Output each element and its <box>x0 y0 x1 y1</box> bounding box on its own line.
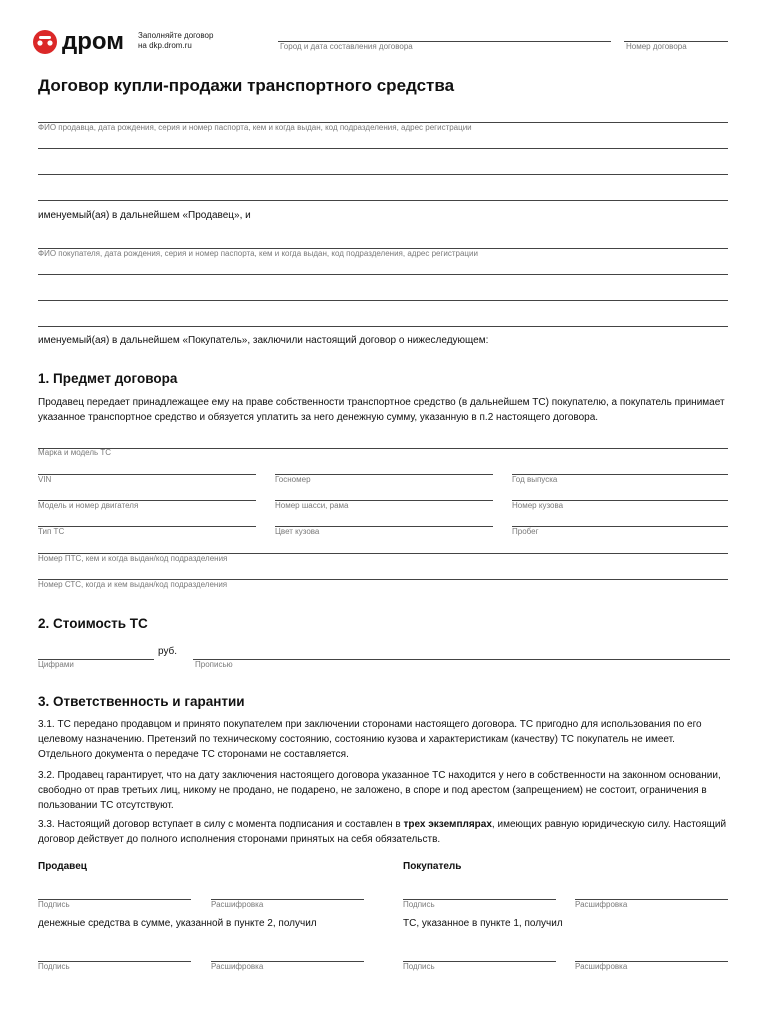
seller-info-caption: ФИО продавца, дата рождения, серия и номер паспорта, кем и когда выдан, код подразделения, адрес регистрации <box>38 123 472 132</box>
make-model-label: Марка и модель ТС <box>38 448 112 457</box>
pts-label: Номер ПТС, кем и когда выдан/код подразделения <box>38 554 228 563</box>
mileage-label: Пробег <box>512 527 539 536</box>
section3-paragraph-1: 3.1. ТС передано продавцом и принято покупателем при заключении сторонами настоящего договора. ТС пригодно для использования по его целевому назначению. Претензий по техническому состоянию, состоянию кузова и характеристикам (качеству) ТС покупатель не имеет. Отдельного документа о передаче ТС сторонами не составляется. <box>38 719 702 760</box>
color-label: Цвет кузова <box>275 527 320 536</box>
seller-signature-label-2: Подпись <box>38 962 70 971</box>
type-line[interactable] <box>38 526 256 527</box>
buyer-received-text: ТС, указанное в пункте 1, получил <box>403 918 563 929</box>
mileage-line[interactable] <box>512 526 728 527</box>
buyer-signature-title: Покупатель <box>403 861 462 872</box>
vin-label: VIN <box>38 475 52 484</box>
buyer-signature-label-1: Подпись <box>403 900 435 909</box>
buyer-info-line-3[interactable] <box>38 300 728 301</box>
section1-heading: 1. Предмет договора <box>38 371 178 386</box>
buyer-info-line-2[interactable] <box>38 274 728 275</box>
section2-heading: 2. Стоимость ТС <box>38 616 148 631</box>
buyer-signature-label-2: Подпись <box>403 962 435 971</box>
seller-signature-title: Продавец <box>38 861 87 872</box>
seller-named-text: именуемый(ая) в дальнейшем «Продавец», и <box>38 210 251 221</box>
city-date-label: Город и дата составления договора <box>280 42 413 51</box>
section3-p3-start: 3.3. Настоящий договор вступает в силу с момента подписания и составлен в <box>38 819 404 830</box>
fill-hint <box>138 31 213 51</box>
type-label: Тип ТС <box>38 527 65 536</box>
seller-received-text: денежные средства в сумме, указанной в пункте 2, получил <box>38 918 317 929</box>
section3-heading: 3. Ответственность и гарантии <box>38 694 245 709</box>
chassis-label: Номер шасси, рама <box>275 501 349 510</box>
buyer-transcript-label-2: Расшифровка <box>575 962 628 971</box>
section3-p3-end: , имеющих равную юридическую силу. Настоящий договор действует до полного исполнения сторонами принятых на себя обязательств. <box>38 819 727 845</box>
seller-info-line-2[interactable] <box>38 148 728 149</box>
drom-logo <box>32 26 132 58</box>
section3-paragraph-2: 3.2. Продавец гарантирует, что на дату заключения настоящего договора указанное ТС находится у него в собственности на законном основании, свободно от прав третьих лиц, никому не продано, не подарено, не заложено, в споре и под арестом (запрещением) не состоит, ограничения в пользовании ТС отсутствуют. <box>38 770 721 811</box>
vin-line[interactable] <box>38 474 256 475</box>
make-model-line[interactable] <box>38 448 728 449</box>
brand-name: дром <box>62 28 124 55</box>
buyer-info-line-4[interactable] <box>38 326 728 327</box>
fill-hint-line1: Заполняйте договор <box>138 31 214 40</box>
buyer-info-caption: ФИО покупателя, дата рождения, серия и номер паспорта, кем и когда выдан, код подразделения, адрес регистрации <box>38 249 478 258</box>
fill-hint-line2[interactable]: на dkp.drom.ru <box>138 41 192 50</box>
price-words-label: Прописью <box>195 660 233 669</box>
seller-transcript-label-2: Расшифровка <box>211 962 264 971</box>
engine-label: Модель и номер двигателя <box>38 501 139 510</box>
seller-info-line-4[interactable] <box>38 200 728 201</box>
section1-text: Продавец передает принадлежащее ему на праве собственности транспортное средство (в дальнейшем ТС) покупателю, а покупатель принимает указанное транспортное средство и обязуется уплатить за него денежную сумму, указанную в п.2 настоящего договора. <box>38 397 725 423</box>
seller-transcript-label-1: Расшифровка <box>211 900 264 909</box>
sts-label: Номер СТС, когда и кем выдан/код подразделения <box>38 580 228 589</box>
drom-logo-icon <box>32 29 58 55</box>
section3-paragraph-3 <box>38 817 730 847</box>
seller-info-line-3[interactable] <box>38 174 728 175</box>
seller-signature-label-1: Подпись <box>38 900 70 909</box>
body-number-label: Номер кузова <box>512 501 564 510</box>
buyer-named-text: именуемый(ая) в дальнейшем «Покупатель», заключили настоящий договор о нижеследующем: <box>38 335 489 346</box>
price-digits-label: Цифрами <box>38 660 74 669</box>
buyer-transcript-label-1: Расшифровка <box>575 900 628 909</box>
year-label: Год выпуска <box>512 475 558 484</box>
contract-number-label: Номер договора <box>626 42 687 51</box>
page-title: Договор купли-продажи транспортного средства <box>38 76 455 95</box>
section3-p3-copies: трех экземплярах <box>403 819 492 830</box>
plate-label: Госномер <box>275 475 311 484</box>
currency-label: руб. <box>158 646 178 657</box>
price-words-line[interactable] <box>193 659 730 660</box>
